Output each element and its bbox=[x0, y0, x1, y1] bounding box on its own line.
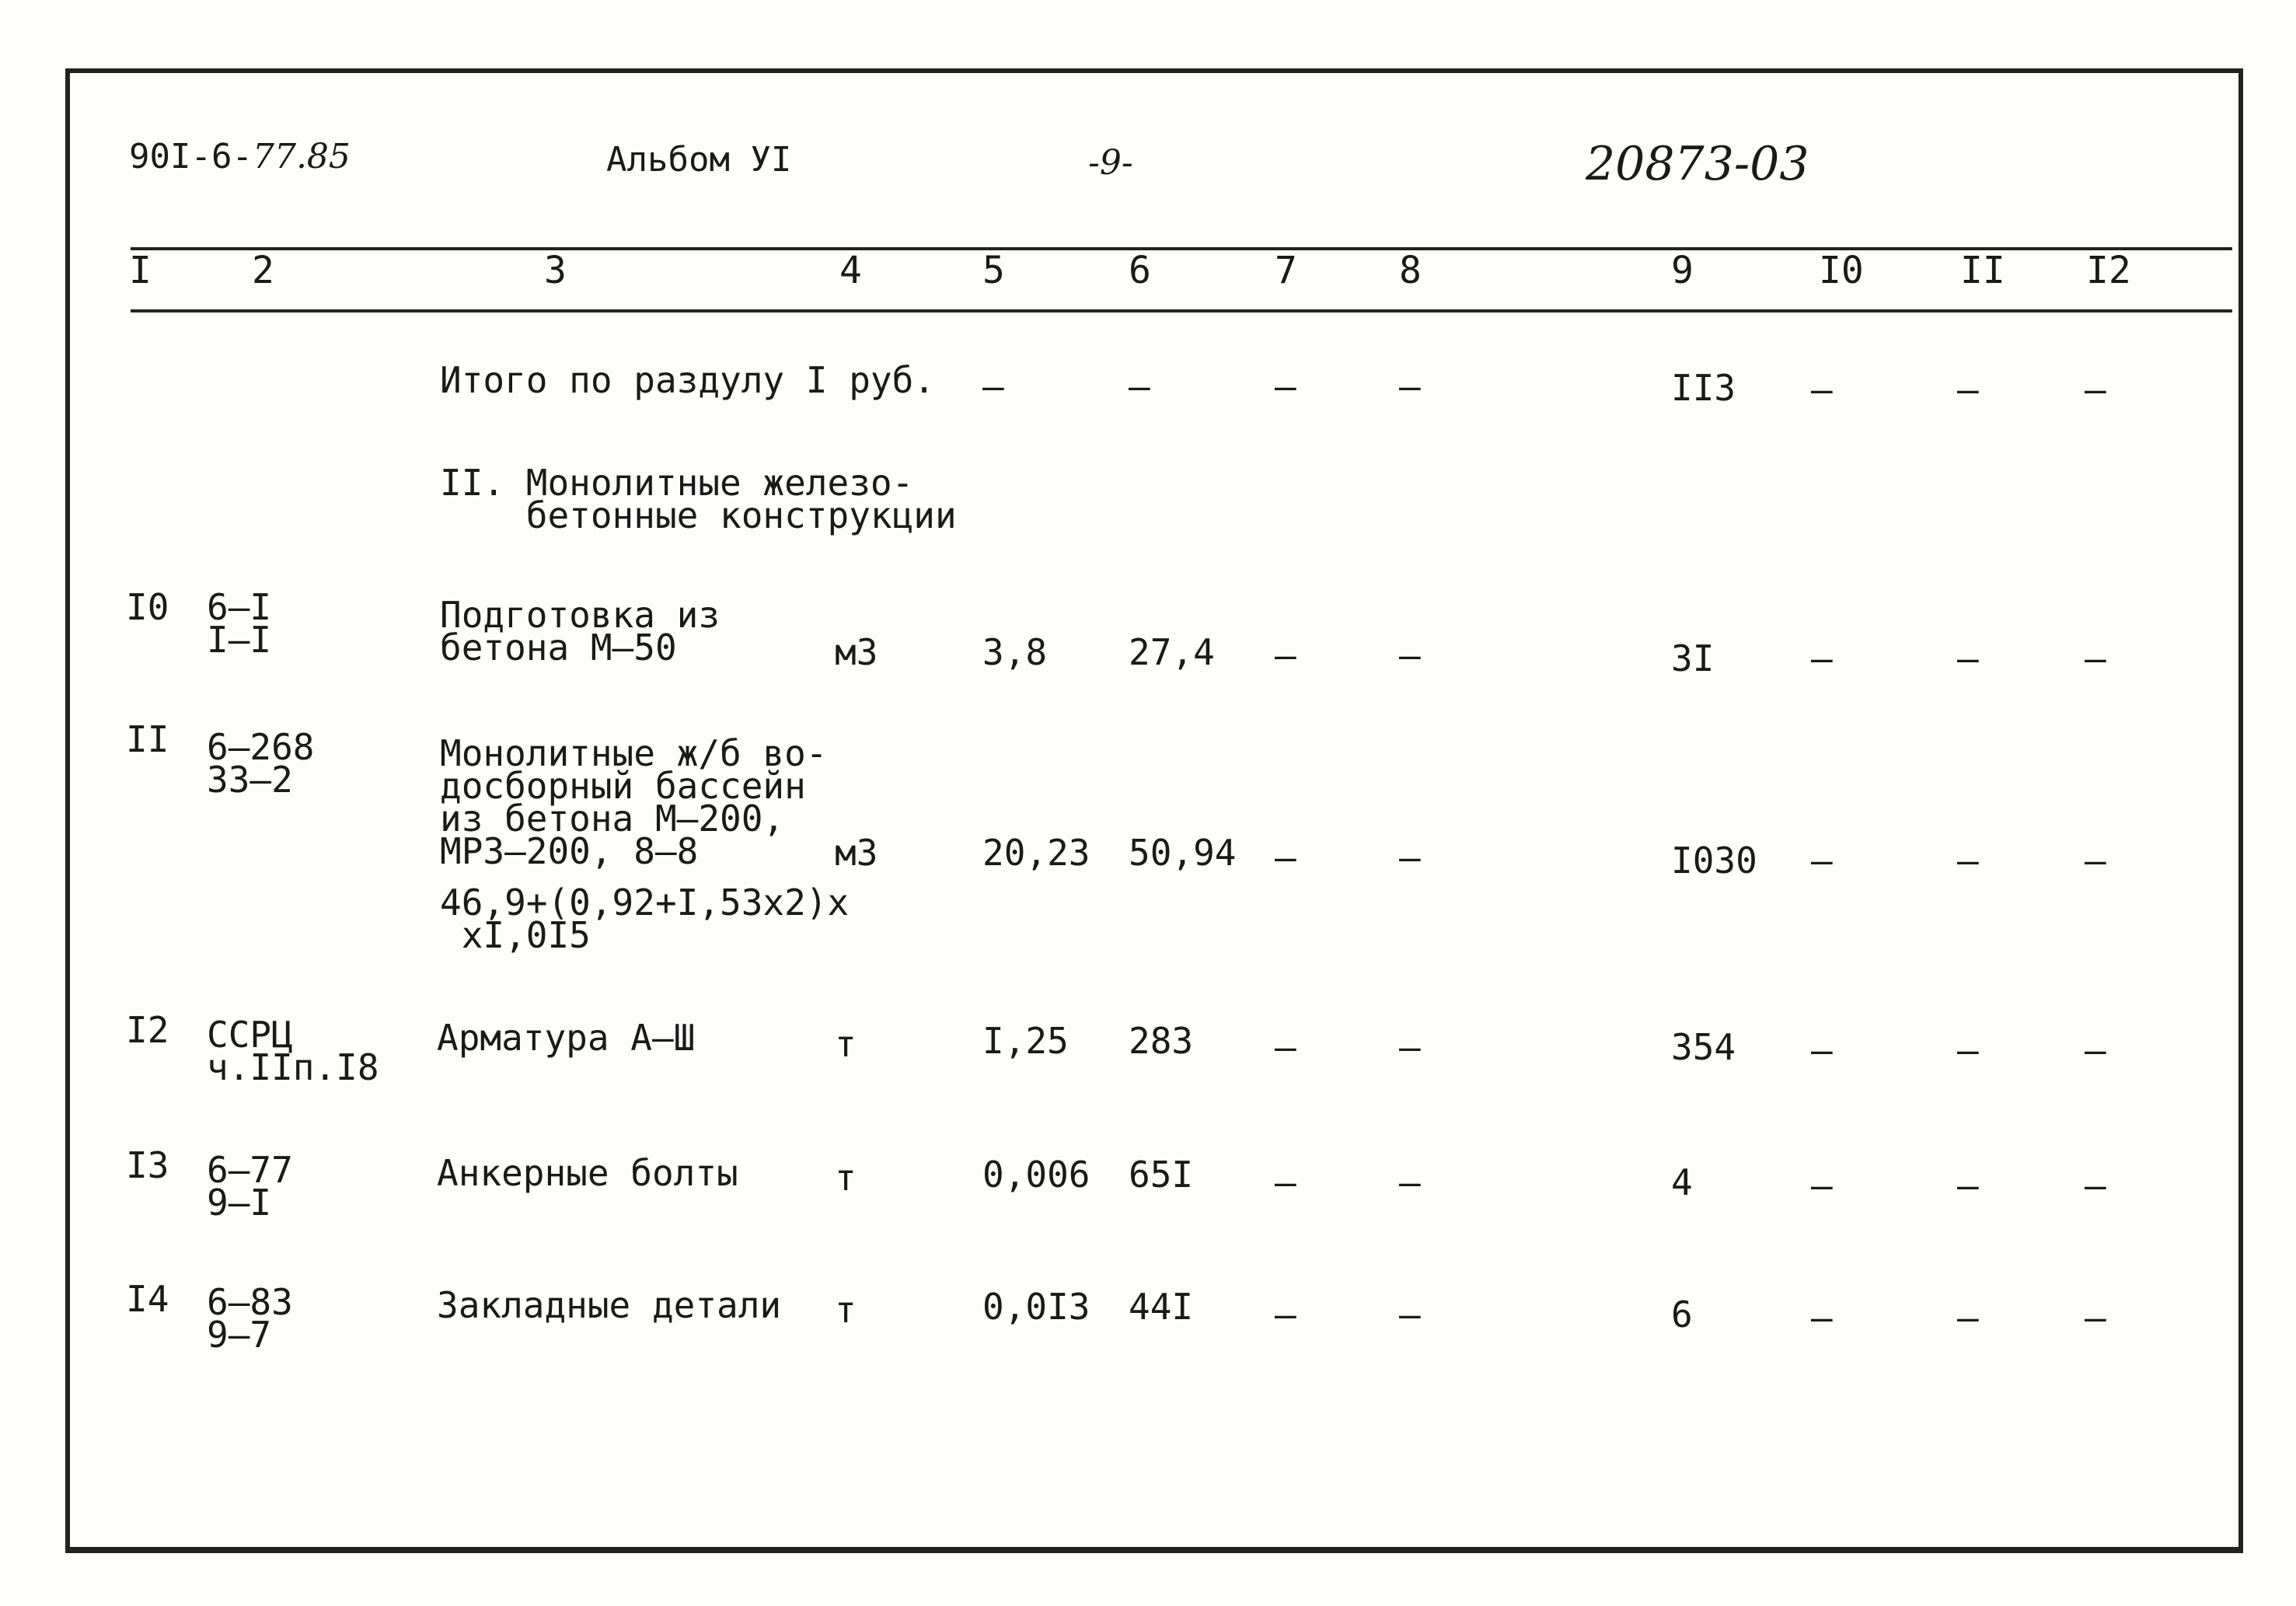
album-label: Альбом УI bbox=[606, 140, 792, 180]
cell-c8: – bbox=[1399, 1161, 1421, 1203]
cell-c6: 65I bbox=[1129, 1154, 1194, 1196]
cell-c5: 20,23 bbox=[982, 832, 1090, 874]
doc-code-printed: 90I-6- bbox=[129, 137, 253, 176]
column-header: I2 bbox=[2086, 249, 2131, 292]
cell-c7: – bbox=[1275, 836, 1296, 878]
cell-c10: – bbox=[1811, 637, 1833, 679]
column-header: I0 bbox=[1819, 249, 1864, 292]
cell-c3: Монолитные ж/б во- досборный бассейн из бетона М–200, МРЗ–200, 8–8 bbox=[440, 732, 828, 872]
cell-c4: м3 bbox=[835, 631, 878, 673]
cell-c10: – bbox=[1811, 1297, 1833, 1339]
cell-c11: – bbox=[1957, 368, 1979, 410]
column-header: 2 bbox=[252, 249, 274, 292]
cell-c2: 6–I I–I bbox=[207, 586, 272, 661]
doc-code-handwritten: 77.85 bbox=[252, 137, 351, 176]
page-frame bbox=[65, 68, 2243, 1553]
section-heading: II. Монолитные железо- бетонные конструкции bbox=[440, 462, 957, 536]
column-header: 3 bbox=[544, 249, 567, 292]
cell-c5: 0,0I3 bbox=[982, 1286, 1090, 1328]
cell-c7: – bbox=[1275, 1294, 1296, 1335]
cell-c12: – bbox=[2085, 1297, 2106, 1339]
cell-c11: – bbox=[1957, 840, 1979, 882]
cell-c9: 4 bbox=[1671, 1161, 1693, 1203]
cell-c3: Закладные детали bbox=[437, 1284, 782, 1326]
cell-c1: I2 bbox=[126, 1009, 169, 1051]
cell-c10: – bbox=[1811, 1164, 1833, 1206]
cell-c3: Итого по раздулу I руб. bbox=[440, 359, 935, 401]
cell-c10: – bbox=[1811, 1029, 1833, 1071]
cell-c3-formula: 46,9+(0,92+I,53x2)x xI,0I5 bbox=[440, 882, 850, 956]
cell-c11: – bbox=[1957, 1297, 1979, 1339]
cell-c3: Арматура А–Ш bbox=[437, 1017, 696, 1059]
cell-c8: – bbox=[1399, 836, 1421, 878]
column-header: 4 bbox=[839, 249, 862, 292]
cell-c4: т bbox=[835, 1289, 857, 1331]
cell-c5: I,25 bbox=[982, 1020, 1069, 1062]
column-header: I bbox=[129, 249, 152, 292]
cell-c7: – bbox=[1275, 1026, 1296, 1068]
header-rule-bottom bbox=[131, 309, 2232, 312]
cell-c12: – bbox=[2085, 1164, 2106, 1206]
cell-c5: – bbox=[982, 365, 1004, 407]
header-rule-top bbox=[131, 247, 2232, 250]
cell-c1: I4 bbox=[126, 1278, 169, 1320]
cell-c8: – bbox=[1399, 365, 1421, 407]
cell-c8: – bbox=[1399, 634, 1421, 676]
cell-c2: ССРЦ ч.IIп.I8 bbox=[207, 1014, 379, 1088]
cell-c12: – bbox=[2085, 368, 2106, 410]
cell-c1: II bbox=[126, 718, 169, 760]
cell-c6: – bbox=[1129, 365, 1150, 407]
page-number: -9- bbox=[1088, 143, 1133, 183]
cell-c11: – bbox=[1957, 1029, 1979, 1071]
cell-c9: 3I bbox=[1671, 637, 1715, 679]
column-header: 7 bbox=[1275, 249, 1297, 292]
document-number: 20873-03 bbox=[1586, 137, 1809, 191]
cell-c12: – bbox=[2085, 637, 2106, 679]
cell-c6: 50,94 bbox=[1129, 832, 1237, 874]
cell-c10: – bbox=[1811, 368, 1833, 410]
cell-c5: 3,8 bbox=[982, 631, 1048, 673]
cell-c3: Подготовка из бетона М–50 bbox=[440, 594, 721, 669]
column-header: 6 bbox=[1129, 249, 1151, 292]
cell-c7: – bbox=[1275, 634, 1296, 676]
cell-c11: – bbox=[1957, 637, 1979, 679]
cell-c1: I0 bbox=[126, 586, 169, 628]
column-header: 9 bbox=[1671, 249, 1694, 292]
cell-c12: – bbox=[2085, 840, 2106, 882]
cell-c7: – bbox=[1275, 1161, 1296, 1203]
cell-c2: 6–268 33–2 bbox=[207, 726, 315, 801]
cell-c2: 6–77 9–I bbox=[207, 1149, 293, 1224]
cell-c2: 6–83 9–7 bbox=[207, 1281, 293, 1356]
cell-c10: – bbox=[1811, 840, 1833, 882]
cell-c9: 354 bbox=[1671, 1026, 1736, 1068]
cell-c9: 6 bbox=[1671, 1294, 1693, 1335]
cell-c4: м3 bbox=[835, 832, 878, 874]
cell-c7: – bbox=[1275, 365, 1296, 407]
cell-c6: 27,4 bbox=[1129, 631, 1215, 673]
cell-c8: – bbox=[1399, 1294, 1421, 1335]
cell-c4: т bbox=[835, 1023, 857, 1065]
cell-c9: I030 bbox=[1671, 840, 1757, 882]
cell-c8: – bbox=[1399, 1026, 1421, 1068]
cell-c1: I3 bbox=[126, 1144, 169, 1186]
cell-c11: – bbox=[1957, 1164, 1979, 1206]
cell-c5: 0,006 bbox=[982, 1154, 1090, 1196]
column-header: 8 bbox=[1399, 249, 1422, 292]
cell-c3: Анкерные болты bbox=[437, 1152, 738, 1194]
cell-c12: – bbox=[2085, 1029, 2106, 1071]
doc-code bbox=[129, 137, 351, 176]
cell-c4: т bbox=[835, 1157, 857, 1199]
column-header: 5 bbox=[982, 249, 1005, 292]
cell-c9: II3 bbox=[1671, 367, 1736, 409]
cell-c6: 44I bbox=[1129, 1286, 1194, 1328]
cell-c6: 283 bbox=[1129, 1020, 1194, 1062]
column-header: II bbox=[1960, 249, 2005, 292]
